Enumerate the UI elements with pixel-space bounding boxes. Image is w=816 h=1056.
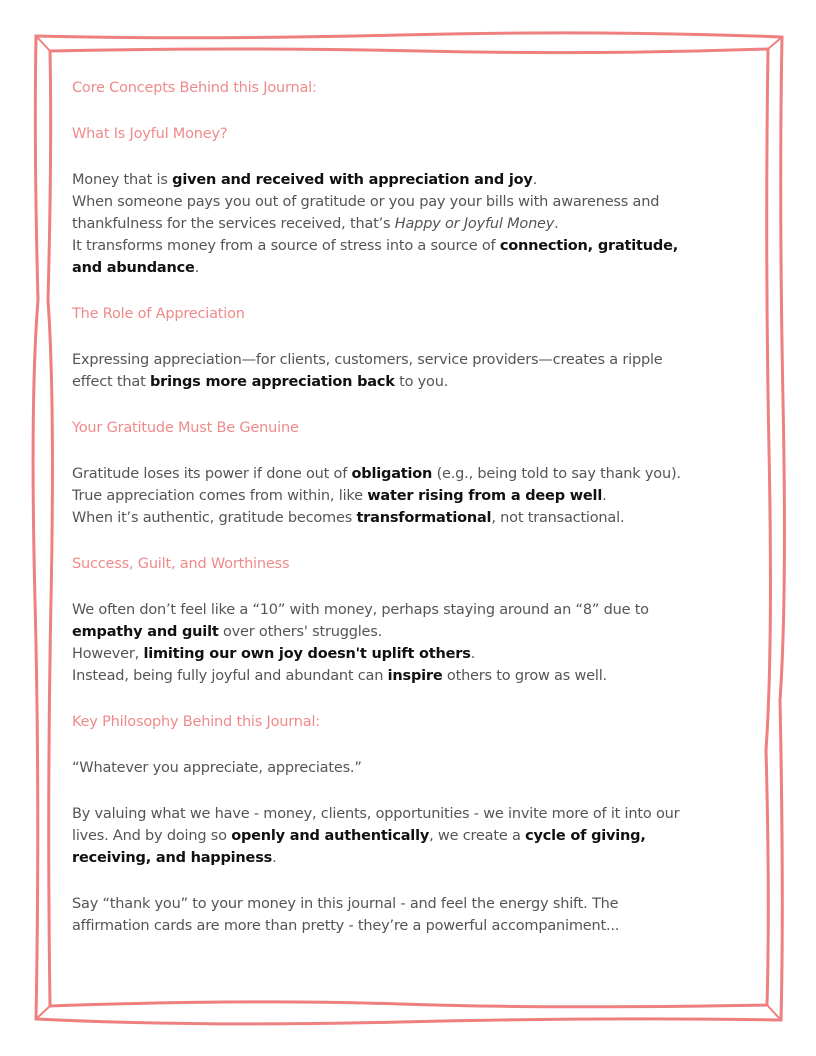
paragraph bbox=[72, 757, 752, 779]
body-text: Money that is bbox=[72, 172, 173, 188]
body-text: True appreciation comes from within, like bbox=[72, 488, 368, 504]
emphasis-text: and abundance bbox=[72, 260, 195, 276]
text-line bbox=[72, 371, 752, 393]
section-heading: Key Philosophy Behind this Journal: bbox=[72, 714, 320, 730]
emphasis-text: receiving, and happiness bbox=[72, 850, 273, 866]
text-line bbox=[72, 599, 752, 621]
body-text: . bbox=[602, 488, 607, 504]
body-text: However, bbox=[72, 646, 144, 662]
text-line bbox=[72, 485, 752, 507]
text-line bbox=[72, 213, 752, 235]
text-line bbox=[72, 507, 752, 529]
section-heading: What Is Joyful Money? bbox=[72, 126, 228, 142]
paragraph bbox=[72, 349, 752, 393]
emphasis-text: openly and authentically bbox=[231, 828, 430, 844]
text-line bbox=[72, 915, 752, 937]
emphasis-text: water rising from a deep well bbox=[367, 488, 603, 504]
body-text: . bbox=[272, 850, 277, 866]
section-heading: Your Gratitude Must Be Genuine bbox=[72, 420, 299, 436]
text-line bbox=[72, 665, 752, 687]
emphasis-text: connection, gratitude, bbox=[499, 238, 679, 254]
paragraph bbox=[72, 169, 752, 279]
body-text: . bbox=[194, 260, 200, 276]
emphasis-text: cycle of giving, bbox=[525, 828, 646, 844]
body-text: others to grow as well. bbox=[442, 668, 607, 684]
body-text: When someone pays you out of gratitude or you pay your bills with awareness and bbox=[72, 194, 660, 210]
body-text: Say “thank you” to your money in this journal - and feel the energy shift. The bbox=[72, 896, 619, 912]
text-line bbox=[72, 643, 752, 665]
body-text: . bbox=[470, 646, 476, 662]
emphasis-text: brings more appreciation back bbox=[149, 374, 395, 390]
body-text: lives. And by doing so bbox=[72, 828, 232, 844]
body-text: over others' struggles. bbox=[218, 624, 383, 640]
text-line bbox=[72, 621, 752, 643]
body-text: (e.g., being told to say thank you). bbox=[432, 466, 681, 482]
text-line bbox=[72, 191, 752, 213]
text-line bbox=[72, 235, 752, 257]
journal-page-content bbox=[72, 77, 752, 961]
text-line bbox=[72, 169, 752, 191]
emphasis-text: empathy and guilt bbox=[72, 624, 219, 640]
paragraph bbox=[72, 893, 752, 937]
text-line bbox=[72, 757, 752, 779]
italic-text: Happy or Joyful Money bbox=[394, 216, 555, 232]
body-text: to you. bbox=[394, 374, 449, 390]
paragraph bbox=[72, 463, 752, 529]
emphasis-text: limiting our own joy doesn't uplift others bbox=[143, 646, 471, 662]
body-text: By valuing what we have - money, clients, opportunities - we invite more of it into our bbox=[72, 806, 680, 822]
body-text: thankfulness for the services received, that’s bbox=[72, 216, 395, 232]
text-line bbox=[72, 825, 752, 847]
emphasis-text: obligation bbox=[351, 466, 433, 482]
body-text: It transforms money from a source of stress into a source of bbox=[72, 238, 500, 254]
body-text: Expressing appreciation—for clients, customers, service providers—creates a ripple bbox=[72, 352, 663, 368]
body-text: effect that bbox=[72, 374, 150, 390]
paragraph bbox=[72, 803, 752, 869]
text-line bbox=[72, 257, 752, 279]
body-text: When it’s authentic, gratitude becomes bbox=[72, 510, 357, 526]
text-line bbox=[72, 803, 752, 825]
text-line bbox=[72, 893, 752, 915]
emphasis-text: transformational bbox=[356, 510, 492, 526]
text-line bbox=[72, 463, 752, 485]
emphasis-text: given and received with appreciation and joy bbox=[172, 172, 533, 188]
body-text: affirmation cards are more than pretty - they’re a powerful accompaniment... bbox=[72, 918, 620, 934]
body-text: Instead, being fully joyful and abundant can bbox=[72, 668, 388, 684]
text-line bbox=[72, 349, 752, 371]
body-text: We often don’t feel like a “10” with money, perhaps staying around an “8” due to bbox=[72, 602, 649, 618]
body-text: , we create a bbox=[429, 828, 526, 844]
body-text: , not transactional. bbox=[491, 510, 625, 526]
body-text: . bbox=[532, 172, 538, 188]
paragraph bbox=[72, 599, 752, 687]
body-text: Gratitude loses its power if done out of bbox=[72, 466, 352, 482]
body-text: “Whatever you appreciate, appreciates.” bbox=[72, 760, 362, 776]
text-line bbox=[72, 847, 752, 869]
body-text: . bbox=[554, 216, 559, 232]
emphasis-text: inspire bbox=[387, 668, 443, 684]
section-heading: The Role of Appreciation bbox=[72, 306, 245, 322]
section-heading: Core Concepts Behind this Journal: bbox=[72, 80, 317, 96]
section-heading: Success, Guilt, and Worthiness bbox=[72, 556, 290, 572]
